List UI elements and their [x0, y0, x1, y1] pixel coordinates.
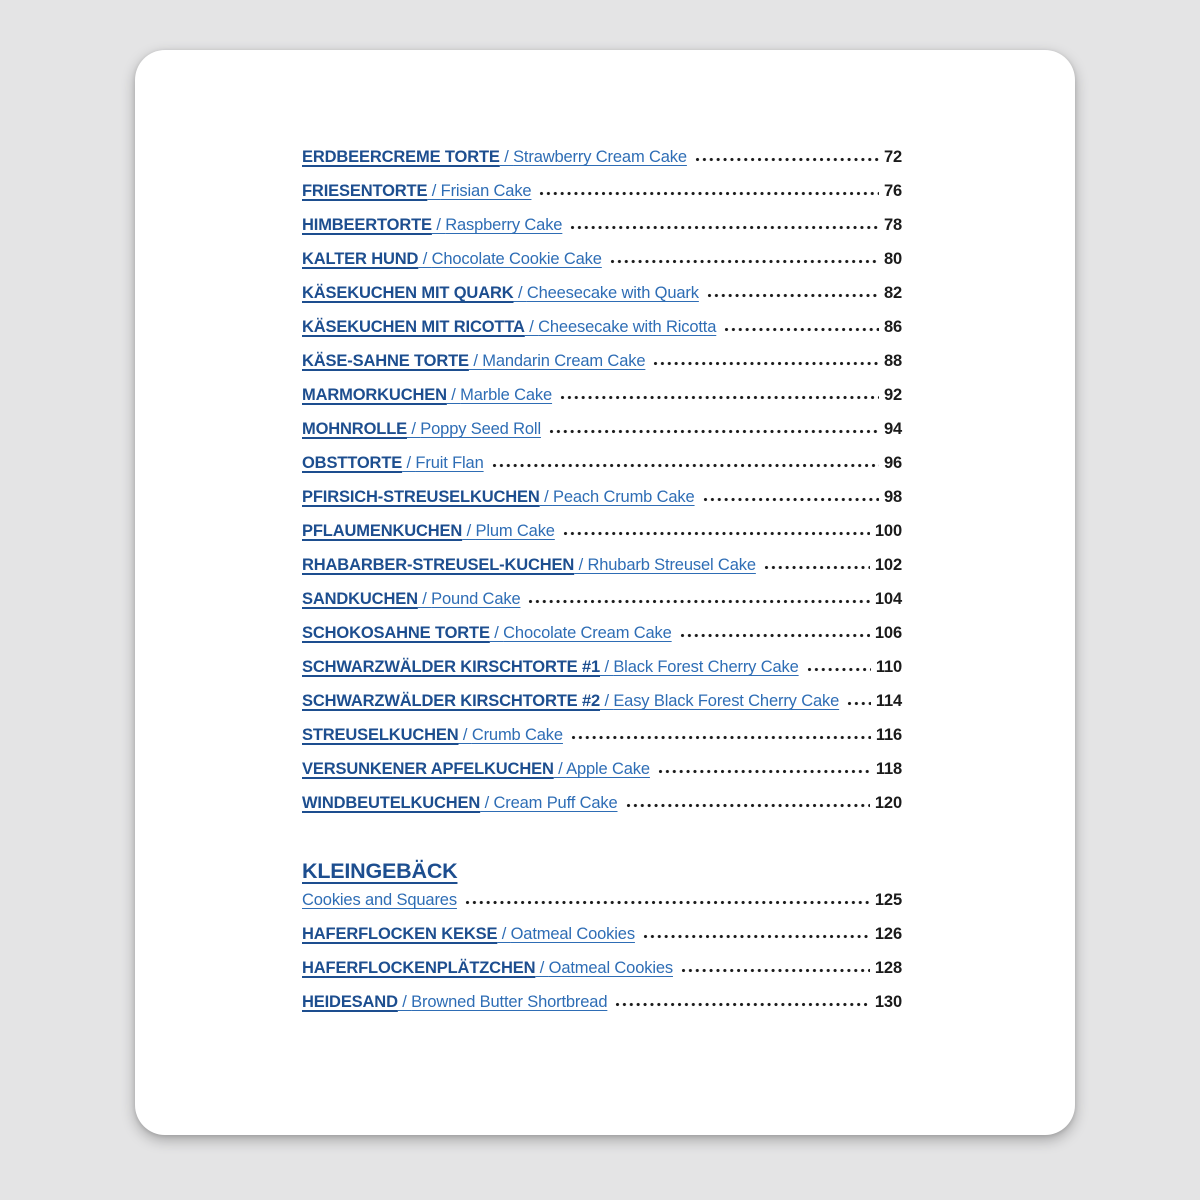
toc-entry-english-title: Oatmeal Cookies: [548, 959, 673, 977]
dot-leader: [703, 497, 879, 502]
page-number: 120: [874, 794, 902, 812]
dot-leader: [549, 429, 879, 434]
toc-entry-link[interactable]: [302, 993, 607, 1012]
dot-leader: [707, 293, 879, 298]
toc-entry-row: [302, 925, 902, 959]
toc-entry-row: [302, 386, 902, 420]
toc-entry-row: [302, 891, 902, 925]
toc-entry-english-title: Chocolate Cream Cake: [503, 624, 672, 642]
page-number: 82: [883, 284, 902, 302]
toc-entry-separator: /: [417, 590, 432, 608]
toc-entry-link[interactable]: [302, 148, 687, 167]
dot-leader: [807, 667, 871, 672]
toc-entry-german-title: MARMORKUCHEN: [302, 386, 447, 404]
dot-leader: [680, 633, 870, 638]
toc-entry-link[interactable]: [302, 692, 839, 711]
toc-entry-german-title: SCHWARZWÄLDER KIRSCHTORTE #1: [302, 658, 601, 676]
toc-entry-english-title: Oatmeal Cookies: [510, 925, 635, 943]
toc-entry-link[interactable]: [302, 556, 756, 575]
dot-leader: [658, 769, 871, 774]
page-number: 92: [883, 386, 902, 404]
page-number: 98: [883, 488, 902, 506]
toc-entry-row: [302, 420, 902, 454]
toc-entry-german-title: KALTER HUND: [302, 250, 419, 268]
toc-entry-link[interactable]: [302, 250, 602, 269]
toc-entry-separator: /: [402, 454, 416, 472]
toc-entry-english-title: Pound Cake: [431, 590, 521, 608]
page-number: 102: [874, 556, 902, 574]
toc-entry-row: [302, 454, 902, 488]
toc-entry-english-title: Fruit Flan: [415, 454, 484, 472]
dot-leader: [847, 701, 871, 706]
toc-entry-link[interactable]: [302, 420, 541, 439]
toc-entry-english-title: Raspberry Cake: [445, 216, 563, 234]
page-number: 118: [875, 760, 902, 778]
toc-entry-german-title: FRIESENTORTE: [302, 182, 428, 200]
toc-entry-english-title: Strawberry Cream Cake: [513, 148, 687, 166]
toc-entry-row: [302, 148, 902, 182]
page-number: 78: [883, 216, 902, 234]
dot-leader: [492, 463, 879, 468]
toc-entry-row: [302, 590, 902, 624]
toc-entry-german-title: OBSTTORTE: [302, 454, 403, 472]
toc-entry-separator: /: [480, 794, 494, 812]
toc-entry-english-title: Rhubarb Streusel Cake: [587, 556, 756, 574]
toc-entry-separator: /: [489, 624, 504, 642]
dot-leader: [626, 803, 870, 808]
page-number: 114: [875, 692, 902, 710]
toc-entry-row: [302, 318, 902, 352]
dot-leader: [465, 900, 870, 905]
toc-entry-separator: /: [513, 284, 527, 302]
dot-leader: [528, 599, 869, 604]
toc-entry-separator: /: [535, 959, 549, 977]
toc-entry-row: [302, 488, 902, 522]
toc-entry-link[interactable]: [302, 624, 672, 643]
toc-entry-german-title: PFLAUMENKUCHEN: [302, 522, 463, 540]
toc-entry-separator: /: [397, 993, 412, 1011]
dot-leader: [653, 361, 879, 366]
page-number: 125: [874, 891, 902, 909]
dot-leader: [570, 225, 879, 230]
toc-entry-row: [302, 556, 902, 590]
toc-entry-link[interactable]: [302, 522, 555, 541]
toc-entry-english-title: Peach Crumb Cake: [552, 488, 695, 506]
page-number: 110: [875, 658, 902, 676]
toc-entry-separator: /: [458, 726, 472, 744]
toc-entry-link[interactable]: [302, 284, 699, 303]
toc-entry-separator: /: [574, 556, 588, 574]
toc-entry-separator: /: [600, 692, 614, 710]
toc-entry-link[interactable]: [302, 352, 645, 371]
dot-leader: [563, 531, 870, 536]
dot-leader: [610, 259, 879, 264]
toc-entry-link[interactable]: [302, 726, 563, 745]
dot-leader: [681, 968, 870, 973]
toc-entry-link[interactable]: [302, 590, 520, 609]
toc-entry-link[interactable]: [302, 488, 695, 507]
toc-entry-german-title: KÄSEKUCHEN MIT QUARK: [302, 284, 514, 302]
toc-entry-english-title: Frisian Cake: [440, 182, 532, 200]
toc-entry-row: [302, 760, 902, 794]
toc-entry-link[interactable]: [302, 959, 673, 978]
toc-entry-row: [302, 692, 902, 726]
toc-entry-english-title: Apple Cake: [566, 760, 650, 778]
toc-entry-link[interactable]: [302, 182, 531, 201]
toc-entry-row: [302, 624, 902, 658]
toc-entry-german-title: KÄSE-SAHNE TORTE: [302, 352, 469, 370]
page-number: 130: [874, 993, 902, 1011]
toc-entry-english-title: Poppy Seed Roll: [420, 420, 541, 438]
toc-entry-german-title: STREUSELKUCHEN: [302, 726, 459, 744]
toc-entry-separator: /: [418, 250, 432, 268]
toc-entry-german-title: RHABARBER-STREUSEL-KUCHEN: [302, 556, 575, 574]
toc-entry-english-title: Chocolate Cookie Cake: [431, 250, 602, 268]
toc-entry-separator: /: [600, 658, 614, 676]
toc-entry-german-title: WINDBEUTELKUCHEN: [302, 794, 481, 812]
toc-entry-row: [302, 182, 902, 216]
toc-entry-separator: /: [499, 148, 514, 166]
page-number: 86: [883, 318, 902, 336]
toc-entry-german-title: HAFERFLOCKENPLÄTZCHEN: [302, 959, 536, 977]
toc-entry-row: [302, 794, 902, 828]
page-number: 106: [874, 624, 902, 642]
toc-entry-link[interactable]: [302, 386, 552, 405]
dot-leader: [643, 934, 870, 939]
toc-entry-row: [302, 658, 902, 692]
page-number: 72: [883, 148, 902, 166]
toc-entry-link[interactable]: [302, 658, 799, 677]
page-number: 128: [874, 959, 902, 977]
toc-entry-english-title: Black Forest Cherry Cake: [613, 658, 799, 676]
toc-entry-german-title: SANDKUCHEN: [302, 590, 418, 608]
dot-leader: [571, 735, 871, 740]
toc-entry-separator: /: [553, 760, 567, 778]
toc-entry-row: [302, 993, 902, 1027]
toc-entry-row: [302, 726, 902, 760]
toc-list: [302, 148, 902, 1027]
toc-entry-link[interactable]: [302, 891, 457, 910]
toc-entry-german-title: KÄSEKUCHEN MIT RICOTTA: [302, 318, 525, 336]
dot-leader: [764, 565, 870, 570]
toc-entry-separator: /: [497, 925, 511, 943]
toc-entry-row: [302, 216, 902, 250]
toc-entry-link[interactable]: [302, 925, 635, 944]
book-page: [135, 50, 1075, 1135]
toc-entry-separator: /: [406, 420, 421, 438]
toc-entry-english-title: Plum Cake: [475, 522, 555, 540]
section-heading-row: [302, 851, 902, 891]
dot-leader: [539, 191, 878, 196]
toc-entry-german-title: ERDBEERCREME TORTE: [302, 148, 500, 166]
dot-leader: [560, 395, 879, 400]
page-number: 94: [883, 420, 902, 438]
page-number: 100: [874, 522, 902, 540]
page-number: 80: [883, 250, 902, 268]
toc-entry-german-title: HAFERFLOCKEN KEKSE: [302, 925, 498, 943]
toc-entry-separator: /: [524, 318, 539, 336]
toc-entry-separator: /: [431, 216, 446, 234]
page-number: 126: [874, 925, 902, 943]
dot-leader: [724, 327, 879, 332]
section-heading[interactable]: KLEINGEBÄCK: [302, 858, 458, 883]
toc-entry-english-title: Crumb Cake: [471, 726, 563, 744]
toc-entry-english-title: Browned Butter Shortbread: [411, 993, 608, 1011]
toc-entry-separator: /: [462, 522, 476, 540]
toc-entry-link[interactable]: [302, 216, 562, 235]
toc-entry-english-title: Mandarin Cream Cake: [482, 352, 646, 370]
toc-entry-separator: /: [446, 386, 461, 404]
page-number: 88: [883, 352, 902, 370]
toc-entry-row: [302, 959, 902, 993]
toc-entry-german-title: SCHWARZWÄLDER KIRSCHTORTE #2: [302, 692, 601, 710]
toc-entry-english-title: Cheesecake with Quark: [526, 284, 699, 302]
toc-entry-german-title: SCHOKOSAHNE TORTE: [302, 624, 490, 642]
toc-entry-link[interactable]: [302, 794, 618, 813]
toc-entry-english-title: Marble Cake: [460, 386, 553, 404]
toc-entry-link[interactable]: [302, 318, 716, 337]
toc-entry-separator: /: [468, 352, 483, 370]
toc-entry-english-title: Easy Black Forest Cherry Cake: [613, 692, 840, 710]
toc-entry-row: [302, 284, 902, 318]
dot-leader: [695, 157, 879, 162]
toc-entry-german-title: PFIRSICH-STREUSELKUCHEN: [302, 488, 540, 506]
toc-entry-link[interactable]: [302, 454, 484, 473]
page-number: 76: [883, 182, 902, 200]
toc-entry-separator: /: [427, 182, 441, 200]
toc-entry-english-title: Cheesecake with Ricotta: [538, 318, 717, 336]
toc-entry-link[interactable]: [302, 760, 650, 779]
page-number: 116: [875, 726, 902, 744]
toc-entry-row: [302, 352, 902, 386]
page-number: 104: [874, 590, 902, 608]
page-number: 96: [883, 454, 902, 472]
toc-entry-german-title: MOHNROLLE: [302, 420, 407, 438]
dot-leader: [615, 1002, 870, 1007]
toc-entry-english-title: Cookies and Squares: [302, 891, 457, 909]
toc-entry-separator: /: [539, 488, 553, 506]
toc-entry-row: [302, 522, 902, 556]
toc-entry-german-title: VERSUNKENER APFELKUCHEN: [302, 760, 554, 778]
toc-entry-row: [302, 250, 902, 284]
toc-entry-german-title: HEIDESAND: [302, 993, 398, 1011]
toc-entry-german-title: HIMBEERTORTE: [302, 216, 432, 234]
toc-entry-english-title: Cream Puff Cake: [493, 794, 618, 812]
